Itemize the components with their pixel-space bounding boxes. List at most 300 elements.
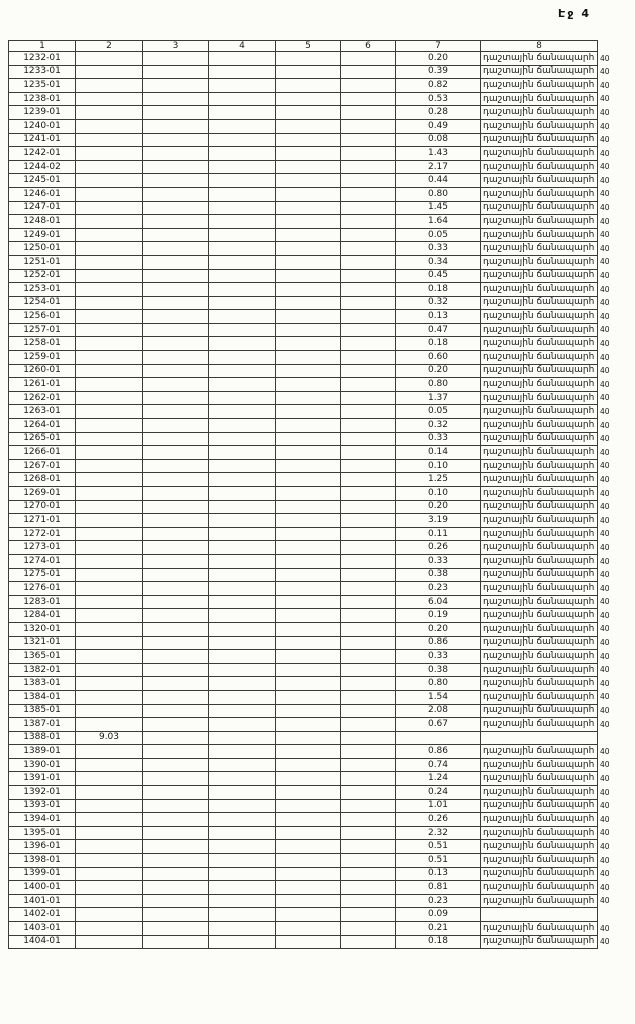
col3-cell xyxy=(143,677,209,691)
area-value: 0.23 xyxy=(396,582,481,596)
col5-cell xyxy=(276,201,341,215)
col4-cell xyxy=(209,541,276,555)
col6-cell xyxy=(341,568,396,582)
col2-value xyxy=(76,255,143,269)
margin-note: 40 xyxy=(600,488,610,498)
table-row xyxy=(9,786,632,800)
land-use-label: դաշտային ճանապարհ xyxy=(481,527,598,541)
col3-cell xyxy=(143,296,209,310)
land-use-label: դաշտային ճանապարհ xyxy=(481,650,598,664)
table-row xyxy=(9,187,632,201)
col2-value xyxy=(76,310,143,324)
col5-cell xyxy=(276,432,341,446)
col3-cell xyxy=(143,119,209,133)
land-use-label: դաշտային ճանապարհ xyxy=(481,323,598,337)
area-value: 0.19 xyxy=(396,609,481,623)
col4-cell xyxy=(209,215,276,229)
col5-cell xyxy=(276,609,341,623)
area-value: 0.67 xyxy=(396,718,481,732)
table-row xyxy=(9,894,632,908)
col3-cell xyxy=(143,255,209,269)
land-use-label: դաշտային ճանապարհ xyxy=(481,813,598,827)
land-use-label: դաշտային ճանապարհ xyxy=(481,758,598,772)
area-value: 0.86 xyxy=(396,745,481,759)
col3-cell xyxy=(143,419,209,433)
col6-cell xyxy=(341,799,396,813)
parcel-code: 1382-01 xyxy=(9,663,76,677)
parcel-code: 1284-01 xyxy=(9,609,76,623)
area-value: 0.33 xyxy=(396,650,481,664)
column-header-6: 6 xyxy=(341,41,396,52)
col2-value xyxy=(76,52,143,66)
col6-cell xyxy=(341,704,396,718)
land-use-label: դաշտային ճանապարհ xyxy=(481,92,598,106)
margin-note: 40 xyxy=(600,719,610,729)
table-row xyxy=(9,174,632,188)
land-use-label: դաշտային ճանապարհ xyxy=(481,228,598,242)
table-row xyxy=(9,269,632,283)
col5-cell xyxy=(276,459,341,473)
table-row xyxy=(9,364,632,378)
col4-cell xyxy=(209,813,276,827)
col5-cell xyxy=(276,473,341,487)
col5-cell xyxy=(276,854,341,868)
land-use-label: դաշտային ճանապարհ xyxy=(481,636,598,650)
col2-value xyxy=(76,881,143,895)
col2-value xyxy=(76,772,143,786)
col6-cell xyxy=(341,446,396,460)
col2-value xyxy=(76,419,143,433)
col6-cell xyxy=(341,690,396,704)
margin-note: 40 xyxy=(600,325,610,335)
col3-cell xyxy=(143,269,209,283)
parcel-code: 1264-01 xyxy=(9,419,76,433)
margin-note: 40 xyxy=(600,53,610,63)
col3-cell xyxy=(143,718,209,732)
land-use-label: դաշտային ճանապարհ xyxy=(481,432,598,446)
table-row xyxy=(9,935,632,949)
parcel-code: 1258-01 xyxy=(9,337,76,351)
col2-value xyxy=(76,405,143,419)
table-row xyxy=(9,419,632,433)
col2-value xyxy=(76,487,143,501)
col3-cell xyxy=(143,867,209,881)
land-use-label: դաշտային ճանապարհ xyxy=(481,690,598,704)
col4-cell xyxy=(209,854,276,868)
col4-cell xyxy=(209,908,276,922)
col6-cell xyxy=(341,500,396,514)
table-row xyxy=(9,133,632,147)
col6-cell xyxy=(341,283,396,297)
col2-value xyxy=(76,636,143,650)
col4-cell xyxy=(209,786,276,800)
col5-cell xyxy=(276,147,341,161)
col6-cell xyxy=(341,731,396,745)
table-row xyxy=(9,636,632,650)
col4-cell xyxy=(209,840,276,854)
area-value: 0.20 xyxy=(396,364,481,378)
col2-value xyxy=(76,609,143,623)
col6-cell xyxy=(341,609,396,623)
col4-cell xyxy=(209,283,276,297)
col4-cell xyxy=(209,677,276,691)
land-use-label: դաշտային ճանապարհ xyxy=(481,514,598,528)
col5-cell xyxy=(276,65,341,79)
margin-note: 40 xyxy=(600,80,610,90)
table-row xyxy=(9,867,632,881)
margin-note: 40 xyxy=(600,94,610,104)
col5-cell xyxy=(276,133,341,147)
area-value: 0.28 xyxy=(396,106,481,120)
col6-cell xyxy=(341,160,396,174)
margin-note: 40 xyxy=(600,706,610,716)
col6-cell xyxy=(341,106,396,120)
table-row xyxy=(9,650,632,664)
col3-cell xyxy=(143,690,209,704)
col3-cell xyxy=(143,92,209,106)
area-value: 0.10 xyxy=(396,459,481,473)
col2-value: 9.03 xyxy=(76,731,143,745)
col2-value xyxy=(76,106,143,120)
table-row xyxy=(9,160,632,174)
land-use-label: դաշտային ճանապարհ xyxy=(481,296,598,310)
area-value: 2.17 xyxy=(396,160,481,174)
col6-cell xyxy=(341,554,396,568)
col3-cell xyxy=(143,106,209,120)
table-row xyxy=(9,826,632,840)
col2-value xyxy=(76,813,143,827)
parcel-code: 1393-01 xyxy=(9,799,76,813)
margin-note: 40 xyxy=(600,257,610,267)
col2-value xyxy=(76,527,143,541)
col4-cell xyxy=(209,826,276,840)
land-use-label: դաշտային ճանապարհ xyxy=(481,106,598,120)
land-use-label: դաշտային ճանապարհ xyxy=(481,609,598,623)
col3-cell xyxy=(143,459,209,473)
col5-cell xyxy=(276,296,341,310)
col2-value xyxy=(76,799,143,813)
margin-note: 40 xyxy=(600,379,610,389)
area-value: 1.37 xyxy=(396,391,481,405)
col2-value xyxy=(76,391,143,405)
table-row xyxy=(9,758,632,772)
area-value xyxy=(396,731,481,745)
area-value: 0.80 xyxy=(396,378,481,392)
area-value: 0.18 xyxy=(396,337,481,351)
land-use-label: դաշտային ճանապարհ xyxy=(481,622,598,636)
area-value: 1.45 xyxy=(396,201,481,215)
area-value: 0.08 xyxy=(396,133,481,147)
margin-note: 40 xyxy=(600,774,610,784)
parcel-code: 1272-01 xyxy=(9,527,76,541)
col3-cell xyxy=(143,378,209,392)
col6-cell xyxy=(341,215,396,229)
col2-value xyxy=(76,786,143,800)
col6-cell xyxy=(341,323,396,337)
margin-note: 40 xyxy=(600,461,610,471)
parcel-code: 1387-01 xyxy=(9,718,76,732)
column-header-1: 1 xyxy=(9,41,76,52)
parcel-code: 1262-01 xyxy=(9,391,76,405)
parcel-code: 1276-01 xyxy=(9,582,76,596)
table-row xyxy=(9,854,632,868)
col4-cell xyxy=(209,568,276,582)
col6-cell xyxy=(341,514,396,528)
col2-value xyxy=(76,650,143,664)
col4-cell xyxy=(209,310,276,324)
col4-cell xyxy=(209,745,276,759)
col4-cell xyxy=(209,894,276,908)
col3-cell xyxy=(143,595,209,609)
col3-cell xyxy=(143,650,209,664)
col5-cell xyxy=(276,690,341,704)
col5-cell xyxy=(276,52,341,66)
col6-cell xyxy=(341,922,396,936)
table-row xyxy=(9,391,632,405)
area-value: 0.74 xyxy=(396,758,481,772)
area-value: 0.11 xyxy=(396,527,481,541)
table-row xyxy=(9,922,632,936)
parcel-code: 1275-01 xyxy=(9,568,76,582)
col2-value xyxy=(76,283,143,297)
parcel-code: 1396-01 xyxy=(9,840,76,854)
col6-cell xyxy=(341,840,396,854)
col4-cell xyxy=(209,609,276,623)
col4-cell xyxy=(209,378,276,392)
land-use-label: դաշտային ճանապարհ xyxy=(481,826,598,840)
col3-cell xyxy=(143,310,209,324)
table-row xyxy=(9,106,632,120)
col5-cell xyxy=(276,215,341,229)
col3-cell xyxy=(143,554,209,568)
col4-cell xyxy=(209,935,276,949)
col6-cell xyxy=(341,65,396,79)
parcel-code: 1248-01 xyxy=(9,215,76,229)
col5-cell xyxy=(276,310,341,324)
col4-cell xyxy=(209,799,276,813)
col3-cell xyxy=(143,527,209,541)
col2-value xyxy=(76,622,143,636)
col2-value xyxy=(76,826,143,840)
col5-cell xyxy=(276,582,341,596)
area-value: 0.44 xyxy=(396,174,481,188)
margin-note: 40 xyxy=(600,610,610,620)
col6-cell xyxy=(341,351,396,365)
parcel-code: 1244-02 xyxy=(9,160,76,174)
parcel-code: 1401-01 xyxy=(9,894,76,908)
col4-cell xyxy=(209,731,276,745)
col4-cell xyxy=(209,228,276,242)
margin-note: 40 xyxy=(600,760,610,770)
col2-value xyxy=(76,582,143,596)
parcel-code: 1269-01 xyxy=(9,487,76,501)
col3-cell xyxy=(143,854,209,868)
col6-cell xyxy=(341,310,396,324)
land-use-label: դաշտային ճանապարհ xyxy=(481,364,598,378)
table-row xyxy=(9,582,632,596)
col3-cell xyxy=(143,432,209,446)
margin-note: 40 xyxy=(600,352,610,362)
area-value: 0.82 xyxy=(396,79,481,93)
col3-cell xyxy=(143,894,209,908)
parcel-code: 1268-01 xyxy=(9,473,76,487)
col2-value xyxy=(76,459,143,473)
col5-cell xyxy=(276,772,341,786)
col6-cell xyxy=(341,242,396,256)
col4-cell xyxy=(209,432,276,446)
col3-cell xyxy=(143,323,209,337)
col5-cell xyxy=(276,337,341,351)
area-value: 0.13 xyxy=(396,867,481,881)
land-use-label: դաշտային ճանապարհ xyxy=(481,419,598,433)
area-value: 0.39 xyxy=(396,65,481,79)
col6-cell xyxy=(341,894,396,908)
col2-value xyxy=(76,65,143,79)
land-use-label xyxy=(481,908,598,922)
col4-cell xyxy=(209,147,276,161)
area-value: 0.32 xyxy=(396,296,481,310)
column-header-2: 2 xyxy=(76,41,143,52)
parcel-code: 1232-01 xyxy=(9,52,76,66)
area-value: 1.64 xyxy=(396,215,481,229)
area-value: 0.20 xyxy=(396,622,481,636)
margin-note: 40 xyxy=(600,447,610,457)
margin-note: 40 xyxy=(600,583,610,593)
col4-cell xyxy=(209,92,276,106)
col3-cell xyxy=(143,663,209,677)
column-header-7: 7 xyxy=(396,41,481,52)
margin-note: 40 xyxy=(600,298,610,308)
col3-cell xyxy=(143,541,209,555)
margin-note: 40 xyxy=(600,828,610,838)
margin-note: 40 xyxy=(600,393,610,403)
land-use-label: դաշտային ճանապարհ xyxy=(481,772,598,786)
col4-cell xyxy=(209,201,276,215)
col5-cell xyxy=(276,351,341,365)
margin-note: 40 xyxy=(600,203,610,213)
col2-value xyxy=(76,242,143,256)
table-row xyxy=(9,432,632,446)
col4-cell xyxy=(209,79,276,93)
col2-value xyxy=(76,364,143,378)
col5-cell xyxy=(276,894,341,908)
parcel-code: 1398-01 xyxy=(9,854,76,868)
parcel-code: 1249-01 xyxy=(9,228,76,242)
margin-spacer xyxy=(598,41,632,52)
table-row xyxy=(9,351,632,365)
area-value: 0.10 xyxy=(396,487,481,501)
col5-cell xyxy=(276,242,341,256)
col3-cell xyxy=(143,391,209,405)
table-row xyxy=(9,296,632,310)
col3-cell xyxy=(143,473,209,487)
col4-cell xyxy=(209,595,276,609)
table-row xyxy=(9,201,632,215)
parcel-code: 1238-01 xyxy=(9,92,76,106)
col2-value xyxy=(76,922,143,936)
col2-value xyxy=(76,840,143,854)
col3-cell xyxy=(143,500,209,514)
land-use-label: դաշտային ճանապարհ xyxy=(481,269,598,283)
margin-note: 40 xyxy=(600,787,610,797)
col4-cell xyxy=(209,582,276,596)
area-value: 1.54 xyxy=(396,690,481,704)
margin-note: 40 xyxy=(600,284,610,294)
col6-cell xyxy=(341,650,396,664)
col3-cell xyxy=(143,187,209,201)
column-header-4: 4 xyxy=(209,41,276,52)
table-row xyxy=(9,609,632,623)
col4-cell xyxy=(209,867,276,881)
parcel-code: 1247-01 xyxy=(9,201,76,215)
col5-cell xyxy=(276,79,341,93)
col6-cell xyxy=(341,255,396,269)
col5-cell xyxy=(276,527,341,541)
col4-cell xyxy=(209,704,276,718)
parcel-code: 1392-01 xyxy=(9,786,76,800)
col3-cell xyxy=(143,622,209,636)
col3-cell xyxy=(143,351,209,365)
parcel-code: 1365-01 xyxy=(9,650,76,664)
col3-cell xyxy=(143,813,209,827)
area-value: 0.33 xyxy=(396,242,481,256)
col2-value xyxy=(76,160,143,174)
margin-note: 40 xyxy=(600,841,610,851)
land-use-label: դաշտային ճանապարհ xyxy=(481,174,598,188)
table-row xyxy=(9,228,632,242)
table-row xyxy=(9,52,632,66)
margin-note: 40 xyxy=(600,570,610,580)
col4-cell xyxy=(209,459,276,473)
table-row xyxy=(9,487,632,501)
col4-cell xyxy=(209,922,276,936)
table-row xyxy=(9,840,632,854)
area-value: 2.08 xyxy=(396,704,481,718)
area-value: 0.49 xyxy=(396,119,481,133)
parcel-code: 1384-01 xyxy=(9,690,76,704)
parcel-code: 1254-01 xyxy=(9,296,76,310)
col4-cell xyxy=(209,52,276,66)
col2-value xyxy=(76,541,143,555)
land-use-label: դաշտային ճանապարհ xyxy=(481,704,598,718)
table-row xyxy=(9,772,632,786)
land-use-label: դաշտային ճանապարհ xyxy=(481,119,598,133)
parcel-code: 1250-01 xyxy=(9,242,76,256)
land-use-label xyxy=(481,731,598,745)
col5-cell xyxy=(276,663,341,677)
area-value: 0.05 xyxy=(396,228,481,242)
col6-cell xyxy=(341,52,396,66)
land-use-label: դաշտային ճանապարհ xyxy=(481,65,598,79)
land-use-label: դաշտային ճանապարհ xyxy=(481,391,598,405)
margin-note: 40 xyxy=(600,746,610,756)
margin-note: 40 xyxy=(600,162,610,172)
col5-cell xyxy=(276,799,341,813)
col6-cell xyxy=(341,133,396,147)
col6-cell xyxy=(341,527,396,541)
land-use-label: դաշտային ճանապարհ xyxy=(481,799,598,813)
parcel-code: 1253-01 xyxy=(9,283,76,297)
col4-cell xyxy=(209,772,276,786)
parcel-code: 1320-01 xyxy=(9,622,76,636)
col3-cell xyxy=(143,745,209,759)
area-value: 0.47 xyxy=(396,323,481,337)
col3-cell xyxy=(143,228,209,242)
parcel-code: 1246-01 xyxy=(9,187,76,201)
col5-cell xyxy=(276,745,341,759)
col2-value xyxy=(76,745,143,759)
margin-note: 40 xyxy=(600,801,610,811)
